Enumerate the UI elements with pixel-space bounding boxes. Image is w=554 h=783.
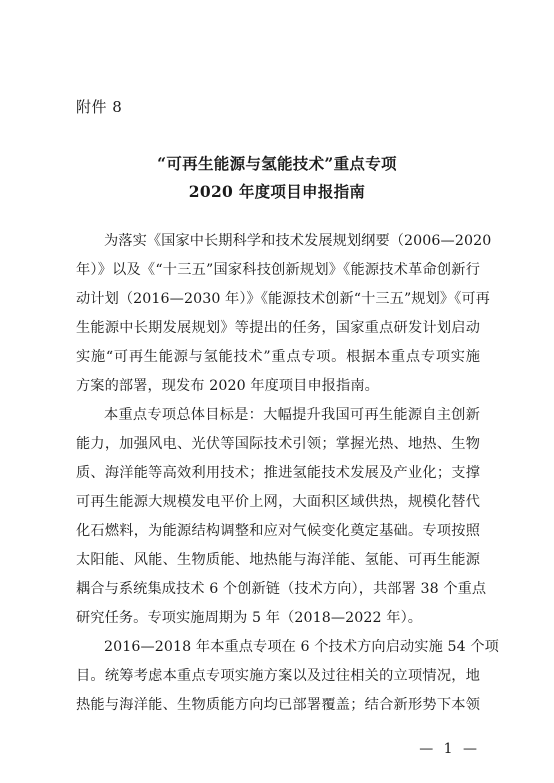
paragraph-1-line-5: 实施“可再生能源与氢能技术”重点专项。根据本重点专项实施 (76, 349, 480, 365)
paragraph-1-line-3: 动计划（2016—2030 年）》《能源技术创新“十三五”规划》《可再 (76, 291, 490, 307)
page-number: — 1 — (419, 741, 480, 757)
paragraph-2-line-5: 化石燃料，为能源结构调整和应对气候变化奠定基础。专项按照 (76, 523, 480, 539)
paragraph-3-line-3: 热能与海洋能、生物质能方向均已部署覆盖；结合新形势下本领 (76, 697, 480, 713)
paragraph-1-line-2: 年）》以及《“十三五”国家科技创新规划》《能源技术革命创新行 (76, 262, 480, 278)
paragraph-1-line-6: 方案的部署，现发布 2020 年度项目申报指南。 (76, 378, 379, 394)
paragraph-2-line-2: 能力，加强风电、光伏等国际技术引领；掌握光热、地热、生物 (76, 436, 480, 452)
document-title-line-1: “可再生能源与氢能技术”重点专项 (157, 154, 397, 173)
paragraph-2-line-8: 研究任务。专项实施周期为 5 年（2018—2022 年）。 (76, 610, 423, 626)
paragraph-3-line-2: 目。统筹考虑本重点专项实施方案以及过往相关的立项情况，地 (76, 668, 480, 684)
paragraph-2-line-1: 本重点专项总体目标是：大幅提升我国可再生能源自主创新 (104, 407, 480, 423)
paragraph-2-line-4: 可再生能源大规模发电平价上网，大面积区域供热，规模化替代 (76, 494, 480, 510)
document-title-line-2: 2020 年度项目申报指南 (188, 182, 366, 201)
paragraph-2-line-6: 太阳能、风能、生物质能、地热能与海洋能、氢能、可再生能源 (76, 552, 480, 568)
paragraph-1-line-4: 生能源中长期发展规划》等提出的任务，国家重点研发计划启动 (76, 320, 480, 336)
paragraph-1-line-1: 为落实《国家中长期科学和技术发展规划纲要（2006—2020 (104, 233, 492, 249)
paragraph-2-line-3: 质、海洋能等高效利用技术；推进氢能技术发展及产业化；支撑 (76, 465, 480, 481)
paragraph-3-line-1: 2016—2018 年本重点专项在 6 个技术方向启动实施 54 个项 (104, 639, 499, 655)
paragraph-2-line-7: 耦合与系统集成技术 6 个创新链（技术方向），共部署 38 个重点 (76, 581, 487, 597)
attachment-label: 附件 8 (76, 98, 123, 116)
